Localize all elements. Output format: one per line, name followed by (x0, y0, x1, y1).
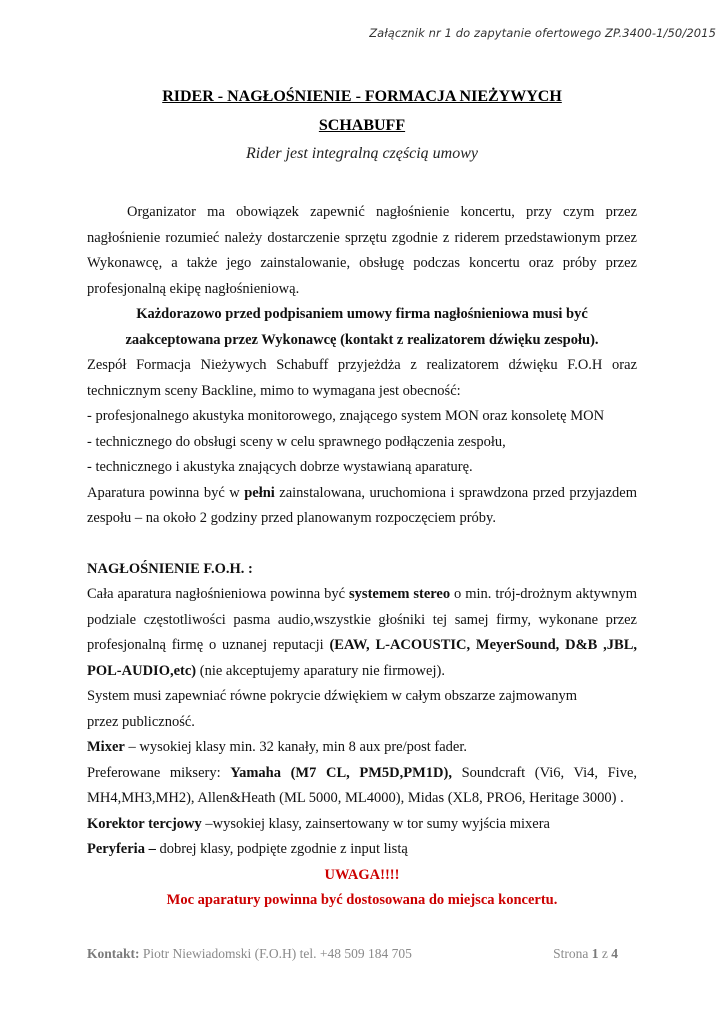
bold-notice-line2: zaakceptowana przez Wykonawcę (kontakt z realizatorem dźwięku zespołu). (125, 331, 599, 348)
peripherals-line: Peryferia – dobrej klasy, podpięte zgodnie z input listą (87, 841, 408, 857)
document-title-line2: SCHABUFF (318, 117, 406, 134)
bold-notice-line1: Każdorazowo przed podpisaniem umowy firma nagłośnieniowa musi być (136, 306, 588, 322)
warning-text: Moc aparatury powinna być dostosowana do miejsca koncertu. (166, 892, 558, 908)
coverage-line2: przez publiczność. (87, 713, 195, 730)
requirement-item: - technicznego do obsługi sceny w celu sprawnego podłączenia zespołu, (87, 433, 506, 450)
attachment-note: Załącznik nr 1 do zapytanie ofertowego ZP.3400-1/50/2015 (369, 26, 716, 40)
warning-title: UWAGA!!!! (324, 866, 400, 883)
mixer-line: Mixer – wysokiej klasy min. 32 kanały, min 8 aux pre/post fader. (87, 739, 468, 755)
document-body (87, 200, 637, 914)
page-number: Strona 1 z 4 (553, 946, 618, 961)
equalizer-line: Korektor tercjowy –wysokiej klasy, zainsertowany w tor sumy wyjścia mixera (87, 815, 550, 832)
requirement-item: - technicznego i akustyka znających dobrze wystawianą aparaturę. (87, 459, 473, 475)
document-title-line1: RIDER - NAGŁOŚNIENIE - FORMACJA NIEŻYWYCH (162, 88, 562, 105)
page-footer (87, 946, 618, 962)
coverage-line1: System musi zapewniać równe pokrycie dźwiękiem w całym obszarze zajmowanym (87, 688, 578, 704)
apparatus-paragraph: Aparatura powinna być w pełni zainstalowana, uruchomiona i sprawdzona przed przyjazdem zespołu – na około 2 godziny przed planowanym rozpoczęciem próby. (87, 484, 637, 526)
intro-paragraph: Organizator ma obowiązek zapewnić nagłośnienie koncertu, przy czym przez nagłośnienie rozumieć należy dostarczenie sprzętu zgodnie z riderem przedstawionym przez Wykonawcę, a także jego zainstalowanie, obsługę podczas koncertu oraz próby przez profesjonalną ekipę nagłośnieniową. (87, 204, 637, 297)
preferred-mixers-paragraph: Preferowane miksery: Yamaha (M7 CL, PM5D,PM1D), Soundcraft (Vi6, Vi4, Five, MH4,MH3,MH2), Allen&Heath (ML 5000, ML4000), Midas (XL8, PRO6, Heritage 3000) . (87, 764, 637, 806)
foh-heading: NAGŁOŚNIENIE F.O.H. : (87, 560, 253, 577)
document-subtitle: Rider jest integralną częścią umowy (246, 145, 478, 162)
requirement-item: - profesjonalnego akustyka monitorowego, znającego system MON oraz konsoletę MON (87, 408, 605, 424)
foh-system-paragraph: Cała aparatura nagłośnieniowa powinna być systemem stereo o min. trój-drożnym aktywnym podziale częstotliwości pasma audio,wszystkie głośniki tej samej firmy, wykonane przez profesjonalną firmę o uznanej reputacji (EAW, L-ACOUSTIC, MeyerSound, D&B ,JBL, POL-AUDIO,etc) (nie akceptujemy aparatury nie firmowej). (87, 586, 638, 679)
contact-info: Kontakt: Piotr Niewiadomski (F.O.H) tel. +48 509 184 705 (87, 946, 412, 961)
team-paragraph: Zespół Formacja Nieżywych Schabuff przyjeżdża z realizatorem dźwięku F.O.H oraz technicznym sceny Backline, mimo to wymagana jest obecność: (87, 357, 637, 399)
